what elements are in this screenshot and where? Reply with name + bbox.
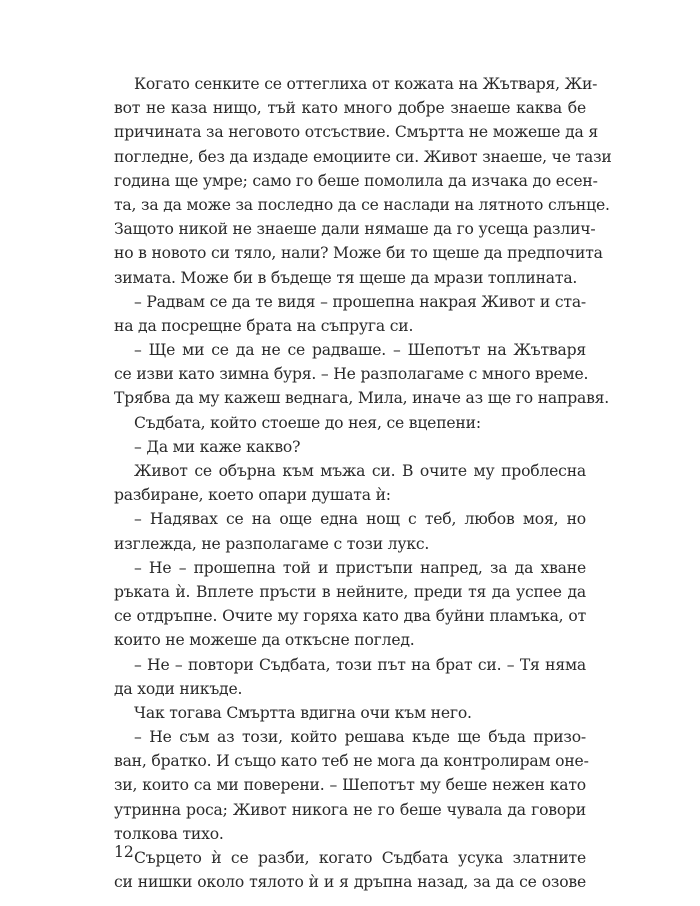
text-line: Съдбата, който стоеше до нея, се вцепени:: [134, 413, 481, 432]
text-line: – Не – повтори Съдбата, този път на брат си. – Тя няма: [134, 655, 586, 674]
text-line: – Радвам се да те видя – прошепна накрая Живот и ста-: [134, 292, 586, 311]
text-line: погледне, без да издаде емоциите си. Живот знаеше, че тази: [114, 147, 612, 166]
text-line: изглежда, не разполагаме с този лукс.: [114, 534, 430, 553]
text-line: Трябва да му кажеш веднага, Мила, иначе аз ще го направя.: [114, 389, 610, 408]
text-line: година ще умре; само го беше помолила да изчака до есен-: [114, 171, 598, 190]
text-line: вот не каза нищо, тъй като много добре знаеше каква бе: [114, 99, 586, 118]
text-line: – Да ми каже какво?: [134, 437, 301, 456]
text-line: зи, които са ми поверени. – Шепотът му беше нежен като: [114, 776, 586, 795]
text-line: толкова тихо.: [114, 824, 224, 843]
text-line: Сърцето ѝ се разби, когато Съдбата усука златните: [134, 849, 586, 867]
text-line: Живот се обърна към мъжа си. В очите му проблесна: [134, 462, 586, 480]
text-line: се изви като зимна буря. – Не разполагаме с много време.: [114, 365, 589, 384]
text-line: да ходи никъде.: [114, 679, 243, 698]
body-text: [114, 72, 612, 894]
text-line: зимата. Може би в бъдеще тя щеше да мрази топлината.: [114, 268, 578, 287]
text-line: причината за неговото отсъствие. Смъртта не можеше да я: [114, 123, 598, 142]
text-line: – Ще ми се да не се радваше. – Шепотът на Жътваря: [134, 341, 586, 360]
text-line: ван, братко. И също като теб не мога да контролирам оне-: [114, 752, 589, 771]
text-line: ръката ѝ. Вплете пръсти в нейните, преди тя да успее да: [114, 582, 586, 601]
text-line: на да посрещне брата на съпруга си.: [114, 316, 414, 335]
text-line: Чак тогава Смъртта вдигна очи към него.: [134, 703, 472, 722]
text-line: – Не – прошепна той и пристъпи напред, за да хване: [134, 558, 586, 577]
text-line: но в новото си тяло, нали? Може би то щеше да предпочита: [114, 244, 603, 263]
text-line: си нишки около тялото ѝ и я дръпна назад, за да се озове: [114, 873, 586, 892]
text-line: Когато сенките се оттеглиха от кожата на Жътваря, Жи-: [134, 75, 598, 93]
text-line: утринна роса; Живот никога не го беше чувала да говори: [114, 800, 586, 819]
text-line: които не можеше да откъсне поглед.: [114, 631, 415, 650]
text-line: – Надявах се на още една нощ с теб, любов моя, но: [134, 510, 586, 529]
page-number: 12: [114, 843, 134, 861]
text-line: разбиране, което опари душата ѝ:: [114, 486, 391, 505]
text-line: – Не съм аз този, който решава къде ще бъда призо-: [134, 728, 586, 747]
text-line: та, за да може за последно да се наслади на лятното слънце.: [114, 195, 610, 214]
text-line: Защото никой не знаеше дали нямаше да го усеща различ-: [114, 220, 596, 239]
text-line: се отдръпне. Очите му горяха като два буйни пламъка, от: [114, 607, 586, 626]
